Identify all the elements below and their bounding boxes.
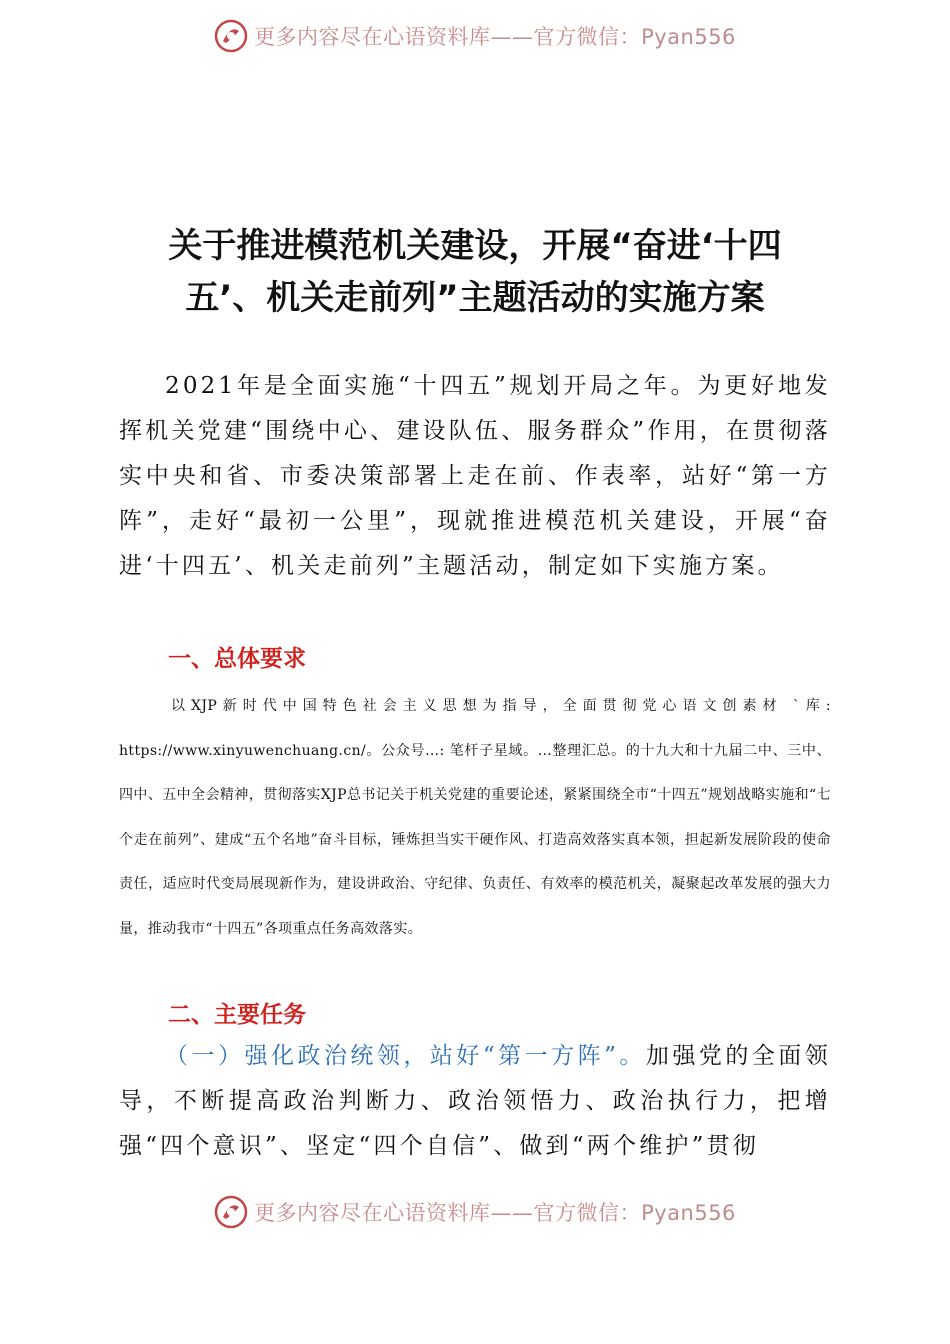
section-heading-2: 二、主要任务 (168, 1002, 306, 1028)
sub-heading-1: （一）强化政治统领，站好“第一方阵”。 (165, 1043, 646, 1069)
wechat-id: Pyan556 (641, 25, 736, 49)
watermark-banner-bottom (0, 1192, 950, 1232)
watermark-text: 更多内容尽在心语资料库——官方微信：Pyan556 (254, 25, 736, 49)
page-title (60, 220, 890, 324)
seal-logo-icon (214, 1195, 248, 1229)
watermark-text: 更多内容尽在心语资料库——官方微信：Pyan556 (254, 1201, 736, 1225)
title-line-1: 关于推进模范机关建设，开展“奋进‘十四 (168, 226, 782, 266)
section-heading-1: 一、总体要求 (168, 646, 306, 672)
section-1-body: 以XJP新时代中国特色社会主义思想为指导，全面贯彻党心语文创素材 `库: https://www.xinyuwenchuang.cn/。公众号…: 笔杆子星域。…整理汇总。的十九大和十九届二中、三中、四中、五中全会精神，贯彻落实XJP总书记关于机关党建的重要论述，紧紧围绕全市“十四五”规划战略实施和“七个走在前列”、建成“五个名地”奋斗目标，锤炼担当实干硬作风、打造高效落实真本领，担起新发展阶段的使命责任，适应时代变局展现新作为，建设讲政治、守纪律、负责任、有效率的模范机关，凝聚起改革发展的强大力量，推动我市“十四五”各项重点任务高效落实。 (119, 698, 831, 937)
title-line-2: 五’、机关走前列”主题活动的实施方案 (185, 278, 765, 318)
section-2-body: 加强党的全面领导，不断提高政治判断力、政治领悟力、政治执行力，把增强“四个意识”、坚定“四个自信”、做到“两个维护”贯彻 (119, 1043, 831, 1159)
section-2-paragraph (119, 1034, 831, 1169)
wechat-id: Pyan556 (641, 1201, 736, 1225)
watermark-banner-top (0, 16, 950, 56)
intro-paragraph: 2021年是全面实施“十四五”规划开局之年。为更好地发挥机关党建“围绕中心、建设队伍、服务群众”作用，在贯彻落实中央和省、市委决策部署上走在前、作表率，站好“第一方阵”，走好“最初一公里”，现就推进模范机关建设，开展“奋进‘十四五’、机关走前列”主题活动，制定如下实施方案。 (119, 373, 831, 579)
seal-logo-icon (214, 19, 248, 53)
